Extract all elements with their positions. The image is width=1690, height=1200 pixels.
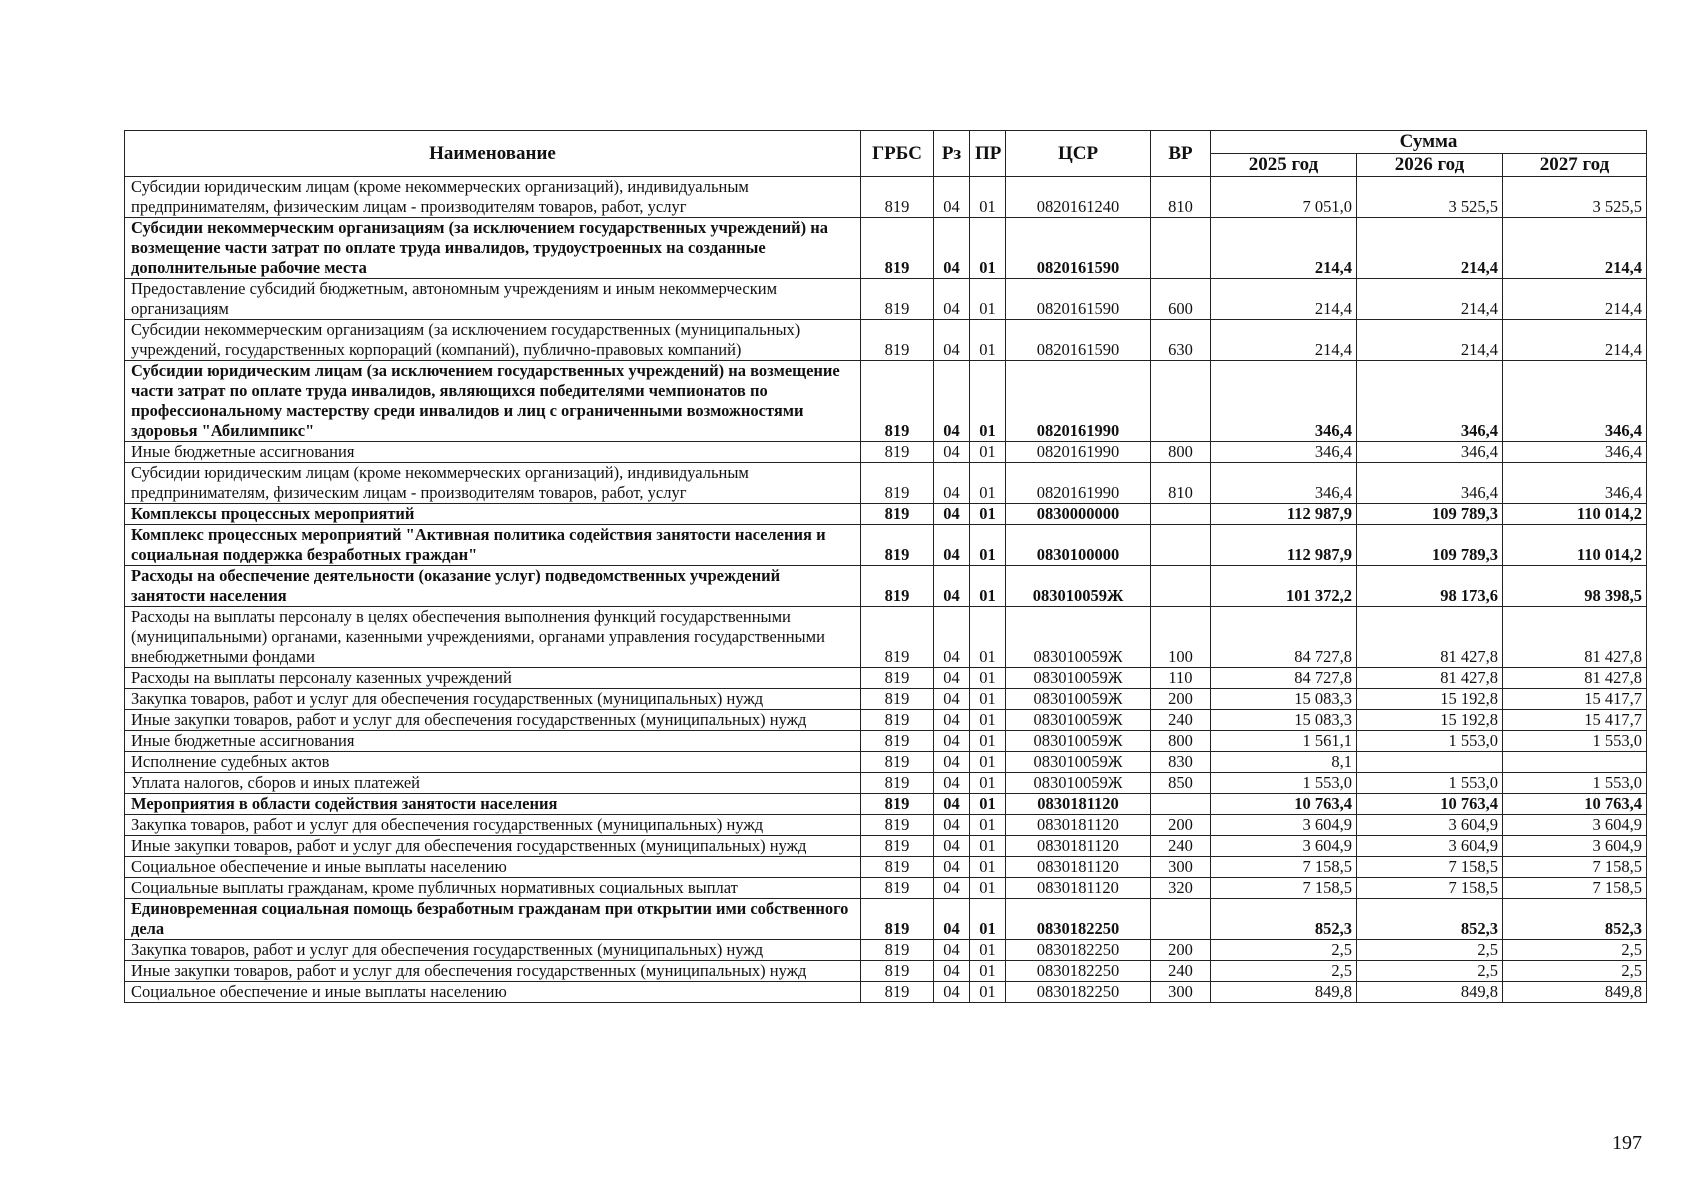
row-rz: 04	[934, 607, 970, 668]
row-vr: 200	[1151, 940, 1211, 961]
row-value-2025: 7 051,0	[1211, 177, 1357, 218]
row-grbs: 819	[861, 463, 934, 504]
row-pr: 01	[970, 982, 1006, 1003]
row-grbs: 819	[861, 752, 934, 773]
row-vr: 300	[1151, 857, 1211, 878]
row-name: Предоставление субсидий бюджетным, автономным учреждениям и иным некоммерческим организациям	[125, 279, 861, 320]
row-value-2025: 346,4	[1211, 361, 1357, 442]
row-csr: 0820161990	[1006, 442, 1151, 463]
row-csr: 0830182250	[1006, 899, 1151, 940]
table-row	[125, 940, 1647, 961]
table-row	[125, 773, 1647, 794]
row-value-2026: 849,8	[1357, 982, 1503, 1003]
row-value-2025: 101 372,2	[1211, 566, 1357, 607]
row-value-2027: 214,4	[1503, 218, 1647, 279]
row-value-2026: 852,3	[1357, 899, 1503, 940]
row-rz: 04	[934, 320, 970, 361]
page-number: 197	[1612, 1132, 1642, 1154]
row-value-2027: 2,5	[1503, 940, 1647, 961]
row-value-2027: 98 398,5	[1503, 566, 1647, 607]
row-name: Субсидии юридическим лицам (кроме некоммерческих организаций), индивидуальным предпринимателям, физическим лицам - производителям товаров, работ, услуг	[125, 463, 861, 504]
table-row	[125, 982, 1647, 1003]
row-value-2026: 109 789,3	[1357, 504, 1503, 525]
row-pr: 01	[970, 668, 1006, 689]
row-name: Иные закупки товаров, работ и услуг для обеспечения государственных (муниципальных) нужд	[125, 836, 861, 857]
row-name: Субсидии некоммерческим организациям (за исключением государственных (муниципальных) учреждений, государственных корпораций (компаний), публично-правовых компаний)	[125, 320, 861, 361]
row-pr: 01	[970, 177, 1006, 218]
table-row	[125, 566, 1647, 607]
row-value-2026: 1 553,0	[1357, 773, 1503, 794]
row-csr: 0830000000	[1006, 504, 1151, 525]
table-row	[125, 607, 1647, 668]
row-value-2026: 10 763,4	[1357, 794, 1503, 815]
row-csr: 0820161590	[1006, 279, 1151, 320]
row-value-2025: 849,8	[1211, 982, 1357, 1003]
row-grbs: 819	[861, 442, 934, 463]
row-rz: 04	[934, 525, 970, 566]
row-pr: 01	[970, 566, 1006, 607]
row-name: Закупка товаров, работ и услуг для обеспечения государственных (муниципальных) нужд	[125, 940, 861, 961]
row-value-2027: 110 014,2	[1503, 504, 1647, 525]
row-vr	[1151, 794, 1211, 815]
table-row	[125, 815, 1647, 836]
row-value-2026: 214,4	[1357, 320, 1503, 361]
row-pr: 01	[970, 279, 1006, 320]
row-value-2027: 849,8	[1503, 982, 1647, 1003]
row-csr: 0830181120	[1006, 878, 1151, 899]
row-rz: 04	[934, 899, 970, 940]
header-csr: ЦСР	[1006, 131, 1151, 177]
row-value-2025: 3 604,9	[1211, 815, 1357, 836]
row-value-2026: 81 427,8	[1357, 607, 1503, 668]
row-rz: 04	[934, 731, 970, 752]
row-value-2025: 346,4	[1211, 442, 1357, 463]
row-value-2027: 214,4	[1503, 320, 1647, 361]
row-grbs: 819	[861, 878, 934, 899]
row-name: Иные бюджетные ассигнования	[125, 731, 861, 752]
header-year-2025: 2025 год	[1211, 154, 1357, 177]
table-row	[125, 218, 1647, 279]
row-value-2025: 7 158,5	[1211, 878, 1357, 899]
row-value-2027: 3 525,5	[1503, 177, 1647, 218]
row-value-2025: 214,4	[1211, 279, 1357, 320]
row-grbs: 819	[861, 218, 934, 279]
row-csr: 0830181120	[1006, 857, 1151, 878]
row-value-2025: 10 763,4	[1211, 794, 1357, 815]
row-rz: 04	[934, 857, 970, 878]
table-row	[125, 525, 1647, 566]
row-vr	[1151, 504, 1211, 525]
row-value-2027: 81 427,8	[1503, 668, 1647, 689]
row-pr: 01	[970, 218, 1006, 279]
row-value-2027: 7 158,5	[1503, 857, 1647, 878]
row-value-2026: 214,4	[1357, 218, 1503, 279]
row-rz: 04	[934, 689, 970, 710]
row-vr: 600	[1151, 279, 1211, 320]
row-csr: 0830100000	[1006, 525, 1151, 566]
row-vr: 200	[1151, 689, 1211, 710]
row-name: Субсидии юридическим лицам (кроме некоммерческих организаций), индивидуальным предпринимателям, физическим лицам - производителям товаров, работ, услуг	[125, 177, 861, 218]
header-sum: Сумма	[1211, 131, 1647, 154]
row-csr: 083010059Ж	[1006, 773, 1151, 794]
row-grbs: 819	[861, 982, 934, 1003]
row-pr: 01	[970, 710, 1006, 731]
row-name: Субсидии некоммерческим организациям (за исключением государственных учреждений) на возмещение части затрат по оплате труда инвалидов, трудоустроенных на созданные дополнительные рабочие места	[125, 218, 861, 279]
row-csr: 083010059Ж	[1006, 668, 1151, 689]
row-rz: 04	[934, 982, 970, 1003]
row-rz: 04	[934, 710, 970, 731]
row-name: Исполнение судебных актов	[125, 752, 861, 773]
row-value-2025: 15 083,3	[1211, 710, 1357, 731]
row-pr: 01	[970, 815, 1006, 836]
row-csr: 0830182250	[1006, 961, 1151, 982]
row-name: Социальное обеспечение и иные выплаты населению	[125, 982, 861, 1003]
row-name: Иные закупки товаров, работ и услуг для обеспечения государственных (муниципальных) нужд	[125, 961, 861, 982]
row-pr: 01	[970, 794, 1006, 815]
row-value-2025: 1 553,0	[1211, 773, 1357, 794]
row-vr: 810	[1151, 463, 1211, 504]
row-vr	[1151, 566, 1211, 607]
row-csr: 083010059Ж	[1006, 731, 1151, 752]
header-vr: ВР	[1151, 131, 1211, 177]
row-value-2026: 15 192,8	[1357, 689, 1503, 710]
table-row	[125, 710, 1647, 731]
row-value-2026: 346,4	[1357, 463, 1503, 504]
row-value-2027: 7 158,5	[1503, 878, 1647, 899]
table-row	[125, 361, 1647, 442]
row-vr: 800	[1151, 731, 1211, 752]
row-grbs: 819	[861, 361, 934, 442]
row-pr: 01	[970, 442, 1006, 463]
row-csr: 0830182250	[1006, 940, 1151, 961]
row-grbs: 819	[861, 836, 934, 857]
row-vr: 240	[1151, 961, 1211, 982]
row-rz: 04	[934, 794, 970, 815]
row-pr: 01	[970, 878, 1006, 899]
row-pr: 01	[970, 752, 1006, 773]
row-value-2026: 3 604,9	[1357, 836, 1503, 857]
row-grbs: 819	[861, 815, 934, 836]
row-rz: 04	[934, 218, 970, 279]
row-rz: 04	[934, 773, 970, 794]
row-value-2025: 214,4	[1211, 320, 1357, 361]
row-value-2027: 346,4	[1503, 463, 1647, 504]
row-vr: 320	[1151, 878, 1211, 899]
row-grbs: 819	[861, 566, 934, 607]
row-name: Расходы на выплаты персоналу в целях обеспечения выполнения функций государственными (муниципальными) органами, казенными учреждениями, органами управления государственными внебюджетными фондами	[125, 607, 861, 668]
row-name: Закупка товаров, работ и услуг для обеспечения государственных (муниципальных) нужд	[125, 815, 861, 836]
row-value-2027: 3 604,9	[1503, 836, 1647, 857]
row-value-2026: 15 192,8	[1357, 710, 1503, 731]
row-csr: 083010059Ж	[1006, 607, 1151, 668]
row-pr: 01	[970, 525, 1006, 566]
table-row	[125, 668, 1647, 689]
row-value-2026: 2,5	[1357, 961, 1503, 982]
row-value-2027: 214,4	[1503, 279, 1647, 320]
row-pr: 01	[970, 940, 1006, 961]
header-rz: Рз	[934, 131, 970, 177]
row-csr: 0830181120	[1006, 836, 1151, 857]
row-grbs: 819	[861, 525, 934, 566]
row-value-2026	[1357, 752, 1503, 773]
row-name: Комплекс процессных мероприятий "Активная политика содействия занятости населения и социальная поддержка безработных граждан"	[125, 525, 861, 566]
row-value-2027: 15 417,7	[1503, 710, 1647, 731]
row-grbs: 819	[861, 899, 934, 940]
table-row	[125, 463, 1647, 504]
row-name: Иные закупки товаров, работ и услуг для обеспечения государственных (муниципальных) нужд	[125, 710, 861, 731]
table-row	[125, 442, 1647, 463]
row-csr: 083010059Ж	[1006, 710, 1151, 731]
table-row	[125, 794, 1647, 815]
row-vr	[1151, 218, 1211, 279]
row-value-2027: 1 553,0	[1503, 731, 1647, 752]
row-value-2026: 2,5	[1357, 940, 1503, 961]
row-pr: 01	[970, 320, 1006, 361]
row-value-2026: 7 158,5	[1357, 878, 1503, 899]
table-row	[125, 320, 1647, 361]
row-rz: 04	[934, 279, 970, 320]
row-csr: 0820161590	[1006, 320, 1151, 361]
row-rz: 04	[934, 752, 970, 773]
row-name: Закупка товаров, работ и услуг для обеспечения государственных (муниципальных) нужд	[125, 689, 861, 710]
row-value-2027: 81 427,8	[1503, 607, 1647, 668]
row-value-2025: 112 987,9	[1211, 504, 1357, 525]
table-row	[125, 752, 1647, 773]
row-vr: 200	[1151, 815, 1211, 836]
row-name: Расходы на выплаты персоналу казенных учреждений	[125, 668, 861, 689]
row-value-2027: 10 763,4	[1503, 794, 1647, 815]
row-vr: 240	[1151, 836, 1211, 857]
row-rz: 04	[934, 177, 970, 218]
row-grbs: 819	[861, 773, 934, 794]
row-value-2027: 2,5	[1503, 961, 1647, 982]
row-name: Социальные выплаты гражданам, кроме публичных нормативных социальных выплат	[125, 878, 861, 899]
budget-table	[124, 130, 1647, 1003]
row-pr: 01	[970, 607, 1006, 668]
row-value-2027	[1503, 752, 1647, 773]
table-row	[125, 836, 1647, 857]
header-pr: ПР	[970, 131, 1006, 177]
row-name: Уплата налогов, сборов и иных платежей	[125, 773, 861, 794]
row-pr: 01	[970, 899, 1006, 940]
row-vr: 240	[1151, 710, 1211, 731]
table-row	[125, 899, 1647, 940]
row-value-2027: 1 553,0	[1503, 773, 1647, 794]
row-value-2026: 3 604,9	[1357, 815, 1503, 836]
row-value-2026: 109 789,3	[1357, 525, 1503, 566]
row-rz: 04	[934, 463, 970, 504]
row-pr: 01	[970, 961, 1006, 982]
row-csr: 0820161240	[1006, 177, 1151, 218]
row-csr: 0830181120	[1006, 794, 1151, 815]
row-pr: 01	[970, 857, 1006, 878]
row-rz: 04	[934, 836, 970, 857]
row-value-2026: 214,4	[1357, 279, 1503, 320]
row-rz: 04	[934, 668, 970, 689]
table-row	[125, 731, 1647, 752]
table-row	[125, 878, 1647, 899]
row-value-2026: 81 427,8	[1357, 668, 1503, 689]
row-grbs: 819	[861, 668, 934, 689]
row-grbs: 819	[861, 177, 934, 218]
row-pr: 01	[970, 836, 1006, 857]
row-grbs: 819	[861, 940, 934, 961]
table-row	[125, 689, 1647, 710]
row-grbs: 819	[861, 794, 934, 815]
row-value-2025: 112 987,9	[1211, 525, 1357, 566]
row-name: Комплексы процессных мероприятий	[125, 504, 861, 525]
row-value-2025: 1 561,1	[1211, 731, 1357, 752]
row-rz: 04	[934, 442, 970, 463]
row-grbs: 819	[861, 710, 934, 731]
row-value-2027: 15 417,7	[1503, 689, 1647, 710]
row-value-2025: 2,5	[1211, 940, 1357, 961]
row-vr: 300	[1151, 982, 1211, 1003]
row-pr: 01	[970, 361, 1006, 442]
row-value-2026: 346,4	[1357, 442, 1503, 463]
row-csr: 0820161590	[1006, 218, 1151, 279]
row-value-2026: 1 553,0	[1357, 731, 1503, 752]
row-rz: 04	[934, 878, 970, 899]
row-rz: 04	[934, 961, 970, 982]
row-csr: 0830182250	[1006, 982, 1151, 1003]
row-grbs: 819	[861, 731, 934, 752]
row-vr: 850	[1151, 773, 1211, 794]
row-name: Социальное обеспечение и иные выплаты населению	[125, 857, 861, 878]
row-value-2025: 346,4	[1211, 463, 1357, 504]
row-vr: 110	[1151, 668, 1211, 689]
row-grbs: 819	[861, 689, 934, 710]
table-row	[125, 504, 1647, 525]
row-csr: 083010059Ж	[1006, 689, 1151, 710]
row-value-2025: 15 083,3	[1211, 689, 1357, 710]
header-name: Наименование	[125, 131, 861, 177]
row-csr: 0830181120	[1006, 815, 1151, 836]
row-value-2025: 2,5	[1211, 961, 1357, 982]
row-vr: 810	[1151, 177, 1211, 218]
row-pr: 01	[970, 731, 1006, 752]
row-value-2026: 346,4	[1357, 361, 1503, 442]
row-vr	[1151, 525, 1211, 566]
row-name: Мероприятия в области содействия занятости населения	[125, 794, 861, 815]
table-row	[125, 279, 1647, 320]
row-csr: 083010059Ж	[1006, 566, 1151, 607]
row-vr: 100	[1151, 607, 1211, 668]
row-value-2025: 8,1	[1211, 752, 1357, 773]
row-rz: 04	[934, 361, 970, 442]
table-row	[125, 857, 1647, 878]
row-value-2025: 84 727,8	[1211, 607, 1357, 668]
row-name: Субсидии юридическим лицам (за исключением государственных учреждений) на возмещение части затрат по оплате труда инвалидов, являющихся победителями чемпионатов по профессиональному мастерству среди инвалидов и лиц с ограниченными возможностями здоровья "Абилимпикс"	[125, 361, 861, 442]
row-pr: 01	[970, 689, 1006, 710]
table-row	[125, 177, 1647, 218]
row-grbs: 819	[861, 857, 934, 878]
row-csr: 0820161990	[1006, 463, 1151, 504]
row-pr: 01	[970, 463, 1006, 504]
row-csr: 0820161990	[1006, 361, 1151, 442]
row-value-2027: 346,4	[1503, 361, 1647, 442]
table-body	[125, 177, 1647, 1003]
row-value-2026: 3 525,5	[1357, 177, 1503, 218]
row-vr	[1151, 361, 1211, 442]
row-name: Иные бюджетные ассигнования	[125, 442, 861, 463]
row-value-2025: 852,3	[1211, 899, 1357, 940]
row-grbs: 819	[861, 961, 934, 982]
row-value-2027: 852,3	[1503, 899, 1647, 940]
row-value-2027: 3 604,9	[1503, 815, 1647, 836]
row-value-2025: 84 727,8	[1211, 668, 1357, 689]
row-value-2026: 98 173,6	[1357, 566, 1503, 607]
row-value-2025: 3 604,9	[1211, 836, 1357, 857]
row-value-2025: 214,4	[1211, 218, 1357, 279]
row-value-2027: 346,4	[1503, 442, 1647, 463]
row-pr: 01	[970, 504, 1006, 525]
row-csr: 083010059Ж	[1006, 752, 1151, 773]
header-grbs: ГРБС	[861, 131, 934, 177]
row-rz: 04	[934, 815, 970, 836]
row-pr: 01	[970, 773, 1006, 794]
row-grbs: 819	[861, 607, 934, 668]
row-name: Единовременная социальная помощь безработным гражданам при открытии ими собственного дела	[125, 899, 861, 940]
row-rz: 04	[934, 504, 970, 525]
table-header	[125, 131, 1647, 177]
header-year-2027: 2027 год	[1503, 154, 1647, 177]
row-grbs: 819	[861, 320, 934, 361]
row-vr: 800	[1151, 442, 1211, 463]
row-value-2025: 7 158,5	[1211, 857, 1357, 878]
row-value-2026: 7 158,5	[1357, 857, 1503, 878]
row-vr: 830	[1151, 752, 1211, 773]
header-year-2026: 2026 год	[1357, 154, 1503, 177]
row-grbs: 819	[861, 504, 934, 525]
row-value-2027: 110 014,2	[1503, 525, 1647, 566]
row-name: Расходы на обеспечение деятельности (оказание услуг) подведомственных учреждений занятости населения	[125, 566, 861, 607]
row-rz: 04	[934, 940, 970, 961]
row-rz: 04	[934, 566, 970, 607]
row-vr	[1151, 899, 1211, 940]
row-vr: 630	[1151, 320, 1211, 361]
table-row	[125, 961, 1647, 982]
row-grbs: 819	[861, 279, 934, 320]
